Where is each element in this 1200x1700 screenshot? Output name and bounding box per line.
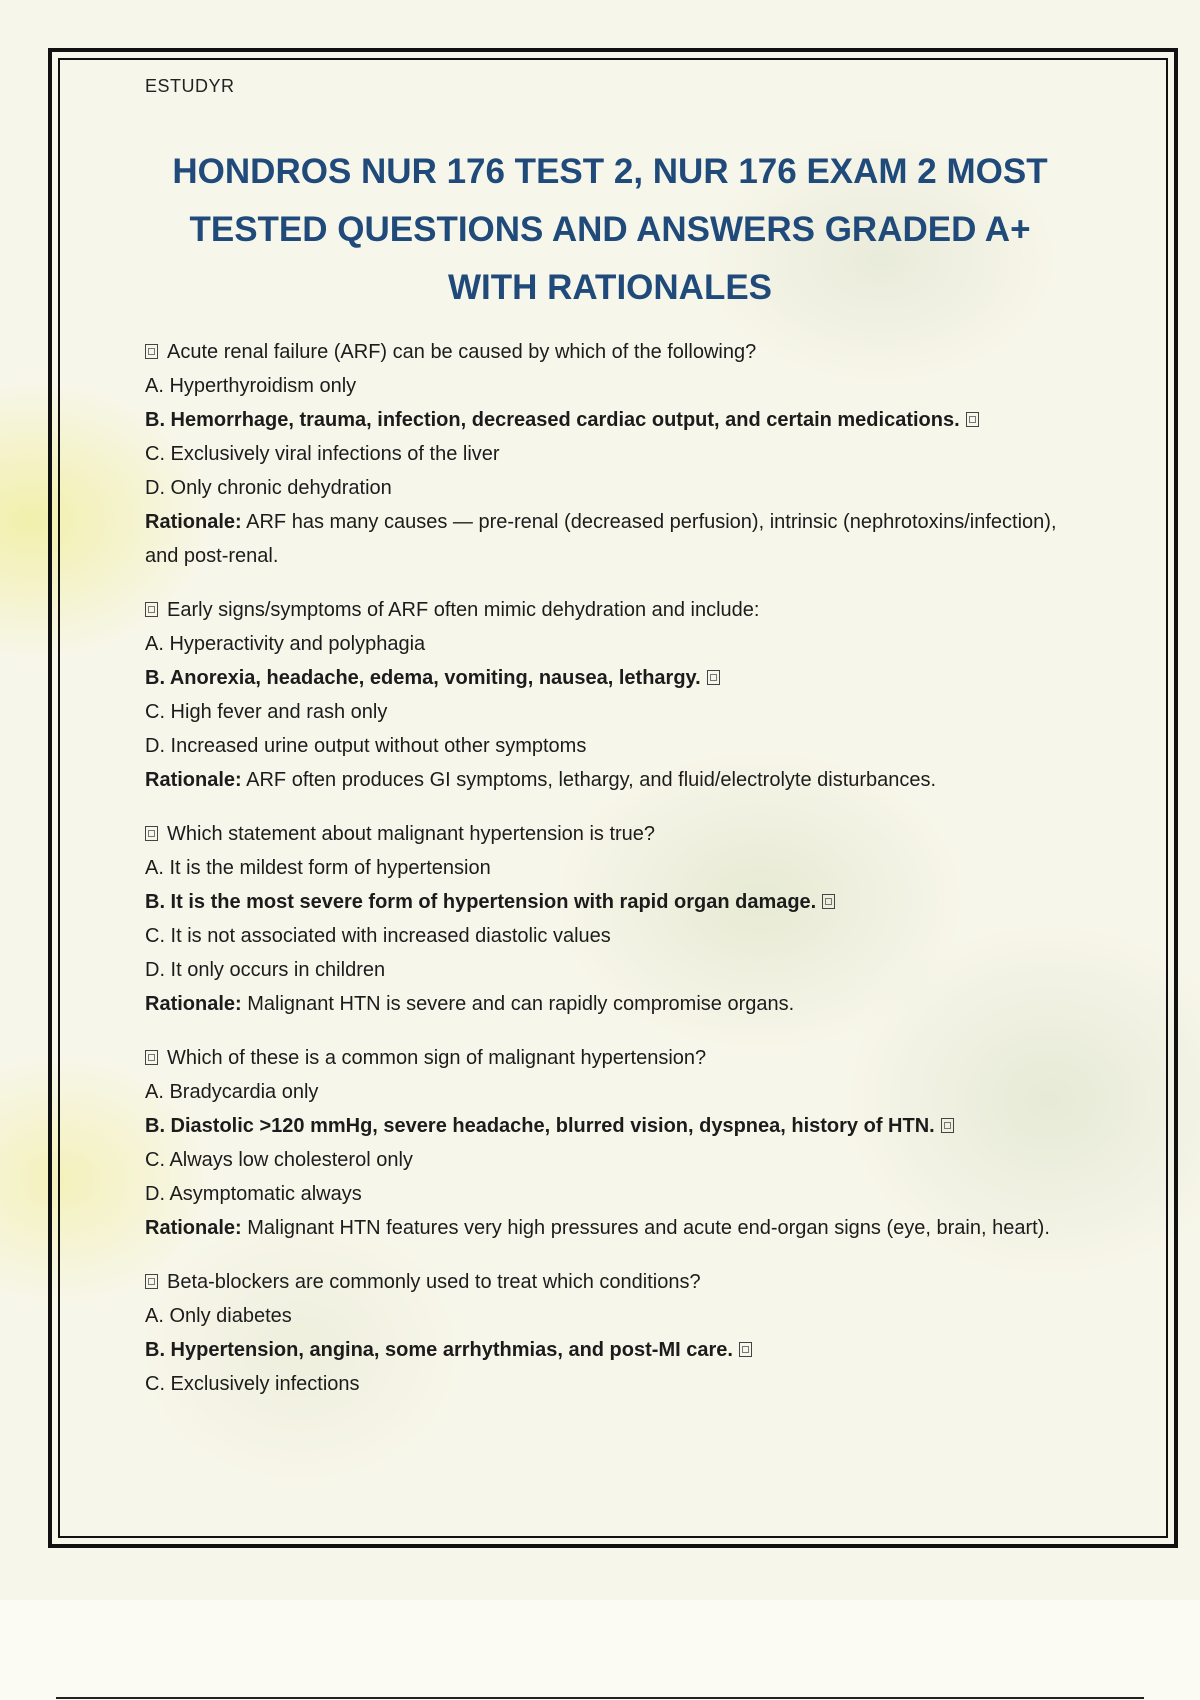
rationale-text: Malignant HTN features very high pressures and acute end-organ signs (eye, brain, heart). xyxy=(247,1217,1050,1239)
correct-answer-text: B. It is the most severe form of hypertension with rapid organ damage. xyxy=(145,891,817,913)
rationale-text: ARF has many causes — pre-renal (decreased perfusion), intrinsic (nephrotoxins/infection), and post-renal. xyxy=(145,511,1057,567)
rationale-text: Malignant HTN is severe and can rapidly compromise organs. xyxy=(247,993,795,1015)
option-a: A. Only diabetes xyxy=(145,1305,292,1327)
checkbox-icon xyxy=(145,1050,158,1065)
option-a: A. Bradycardia only xyxy=(145,1081,319,1103)
correct-answer-text: B. Hypertension, angina, some arrhythmias, and post-MI care. xyxy=(145,1339,733,1361)
rationale-label: Rationale: xyxy=(145,511,242,533)
option-d: D. Only chronic dehydration xyxy=(145,477,392,499)
correct-answer-text: B. Diastolic >120 mmHg, severe headache, blurred vision, dyspnea, history of HTN. xyxy=(145,1115,935,1137)
question-text: Which of these is a common sign of malignant hypertension? xyxy=(167,1047,707,1069)
option-c: C. It is not associated with increased diastolic values xyxy=(145,925,611,947)
option-c: C. Always low cholesterol only xyxy=(145,1149,413,1171)
option-d: D. It only occurs in children xyxy=(145,959,386,981)
checkbox-icon xyxy=(145,344,158,359)
checkbox-icon xyxy=(145,602,158,617)
correct-answer-text: B. Anorexia, headache, edema, vomiting, nausea, lethargy. xyxy=(145,667,701,689)
question-line xyxy=(145,1265,1085,1299)
option-b-correct xyxy=(145,1333,1085,1367)
question-line xyxy=(145,335,1085,369)
question-text: Acute renal failure (ARF) can be caused by which of the following? xyxy=(167,341,757,363)
option-a: A. Hyperthyroidism only xyxy=(145,375,357,397)
question-block xyxy=(145,817,1085,1021)
checkbox-icon xyxy=(739,1342,752,1357)
question-block xyxy=(145,593,1085,797)
question-block xyxy=(145,1041,1085,1245)
checkbox-icon xyxy=(822,894,835,909)
rationale xyxy=(145,1211,1085,1245)
question-block xyxy=(145,1265,1085,1401)
question-list xyxy=(145,335,1085,1421)
question-line xyxy=(145,817,1085,851)
option-c: C. Exclusively viral infections of the liver xyxy=(145,443,500,465)
correct-answer-text: B. Hemorrhage, trauma, infection, decreased cardiac output, and certain medications. xyxy=(145,409,960,431)
question-line xyxy=(145,593,1085,627)
question-text: Early signs/symptoms of ARF often mimic dehydration and include: xyxy=(167,599,760,621)
checkbox-icon xyxy=(941,1118,954,1133)
rationale-label: Rationale: xyxy=(145,1217,242,1239)
option-d: D. Asymptomatic always xyxy=(145,1183,362,1205)
option-b-correct xyxy=(145,1109,1085,1143)
option-a: A. It is the mildest form of hypertension xyxy=(145,857,491,879)
footer-divider xyxy=(56,1697,1144,1699)
option-a: A. Hyperactivity and polyphagia xyxy=(145,633,426,655)
question-text: Which statement about malignant hypertension is true? xyxy=(167,823,656,845)
rationale-label: Rationale: xyxy=(145,993,242,1015)
checkbox-icon xyxy=(966,412,979,427)
rationale-label: Rationale: xyxy=(145,769,242,791)
question-block xyxy=(145,335,1085,573)
brand-header: ESTUDYR xyxy=(145,76,235,96)
option-b-correct xyxy=(145,661,1085,695)
option-c: C. Exclusively infections xyxy=(145,1373,360,1395)
option-b-correct xyxy=(145,885,1085,919)
rationale xyxy=(145,505,1085,573)
checkbox-icon xyxy=(145,826,158,841)
rationale-text: ARF often produces GI symptoms, lethargy, and fluid/electrolyte disturbances. xyxy=(246,769,937,791)
rationale xyxy=(145,763,1085,797)
document-title: HONDROS NUR 176 TEST 2, NUR 176 EXAM 2 MOST TESTED QUESTIONS AND ANSWERS GRADED A+ WITH RATIONALES xyxy=(172,152,1048,307)
question-line xyxy=(145,1041,1085,1075)
question-text: Beta-blockers are commonly used to treat which conditions? xyxy=(167,1271,701,1293)
option-d: D. Increased urine output without other symptoms xyxy=(145,735,587,757)
checkbox-icon xyxy=(145,1274,158,1289)
rationale xyxy=(145,987,1085,1021)
option-b-correct xyxy=(145,403,1085,437)
option-c: C. High fever and rash only xyxy=(145,701,388,723)
checkbox-icon xyxy=(707,670,720,685)
